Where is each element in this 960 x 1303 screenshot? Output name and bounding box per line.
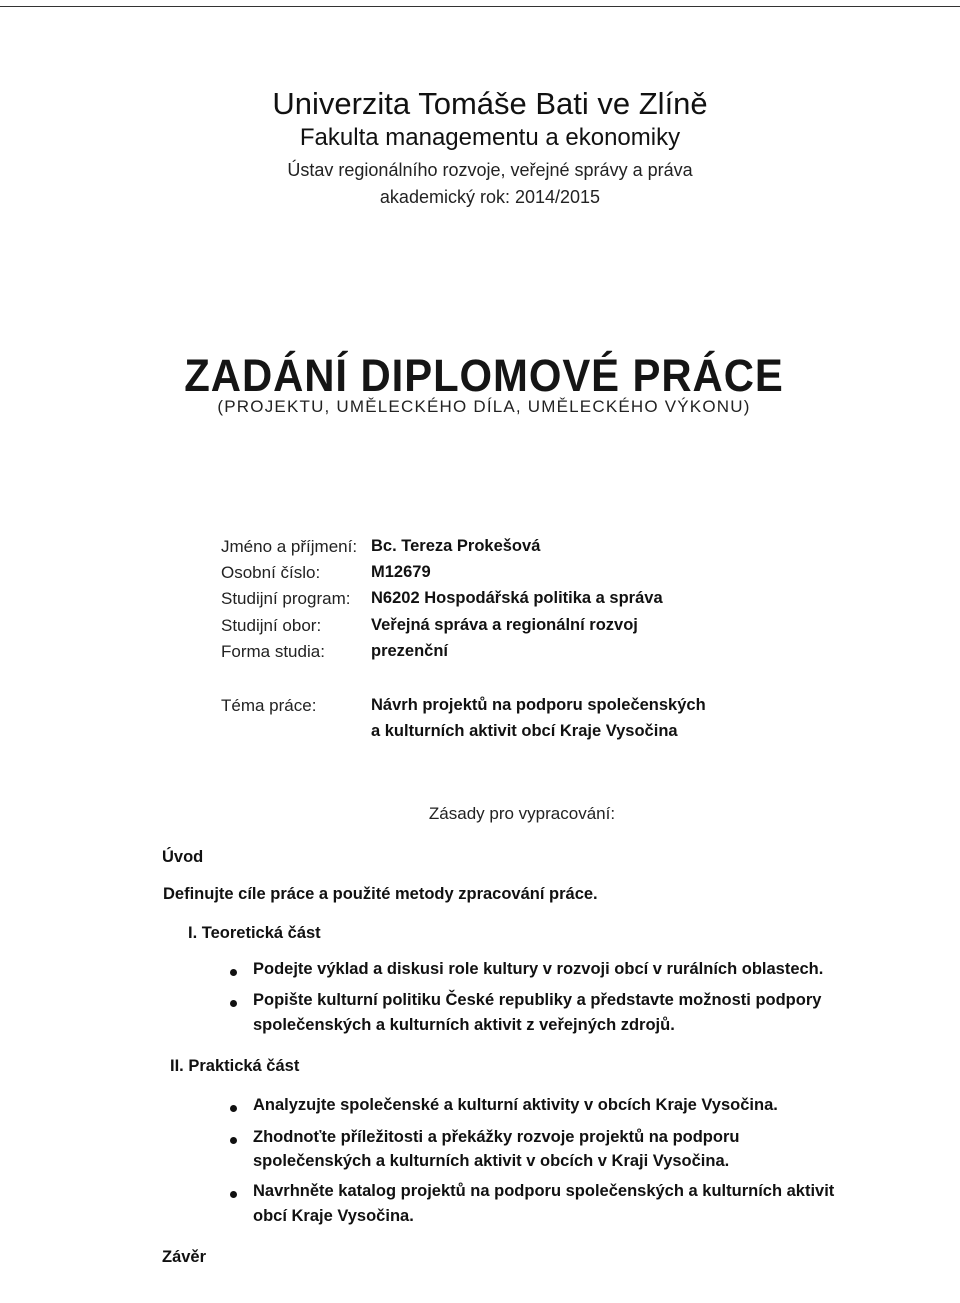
topic-line-1: Návrh projektů na podporu společenských xyxy=(371,696,706,714)
bullet-icon xyxy=(230,1137,237,1144)
topic-label: Téma práce: xyxy=(221,696,317,715)
intro-text: Definujte cíle práce a použité metody zpracování práce. xyxy=(163,885,598,903)
institute-name: Ústav regionálního rozvoje, veřejné správy a práva xyxy=(287,160,693,180)
list-item: Podejte výklad a diskusi role kultury v rozvoji obcí v rurálních oblastech. xyxy=(253,960,824,978)
field-label-personal-number: Osobní číslo: xyxy=(221,563,321,582)
document-subtitle: (PROJEKTU, UMĚLECKÉHO DÍLA, UMĚLECKÉHO VÝKONU) xyxy=(217,397,751,416)
section-1-heading: I. Teoretická část xyxy=(188,924,321,942)
list-item: Popište kulturní politiku České republiky a představte možnosti podpory xyxy=(253,991,822,1009)
list-item-continuation: společenských a kulturních aktivit z veřejných zdrojů. xyxy=(253,1016,675,1034)
section-2-heading: II. Praktická část xyxy=(170,1057,300,1075)
list-item-continuation: obcí Kraje Vysočina. xyxy=(253,1207,414,1225)
field-label-study-form: Forma studia: xyxy=(221,642,325,661)
field-value-study-program: N6202 Hospodářská politika a správa xyxy=(371,589,663,607)
field-value-study-form: prezenční xyxy=(371,642,449,660)
bullet-icon xyxy=(230,1105,237,1112)
field-value-study-field: Veřejná správa a regionální rozvoj xyxy=(371,616,638,634)
intro-heading: Úvod xyxy=(162,848,204,866)
faculty-name: Fakulta managementu a ekonomiky xyxy=(299,124,681,151)
list-item: Zhodnoťte příležitosti a překážky rozvoje projektů na podporu xyxy=(253,1128,740,1146)
principles-heading: Zásady pro vypracování: xyxy=(428,804,616,823)
field-label-name: Jméno a příjmení: xyxy=(221,537,358,556)
field-value-name: Bc. Tereza Prokešová xyxy=(371,537,541,555)
top-rule xyxy=(0,6,960,7)
university-name: Univerzita Tomáše Bati ve Zlíně xyxy=(272,86,708,121)
field-label-study-program: Studijní program: xyxy=(221,589,351,608)
conclusion-heading: Závěr xyxy=(162,1248,207,1266)
academic-year: akademický rok: 2014/2015 xyxy=(379,187,601,207)
list-item: Analyzujte společenské a kulturní aktivity v obcích Kraje Vysočina. xyxy=(253,1096,778,1114)
bullet-icon xyxy=(230,969,237,976)
bullet-icon xyxy=(230,1000,237,1007)
topic-line-2: a kulturních aktivit obcí Kraje Vysočina xyxy=(371,722,678,740)
bullet-icon xyxy=(230,1191,237,1198)
document-title: ZADÁNÍ DIPLOMOVÉ PRÁCE xyxy=(184,350,784,401)
list-item: Navrhněte katalog projektů na podporu společenských a kulturních aktivit xyxy=(253,1182,835,1200)
field-label-study-field: Studijní obor: xyxy=(221,616,322,635)
field-value-personal-number: M12679 xyxy=(371,563,431,581)
list-item-continuation: společenských a kulturních aktivit v obcích v Kraji Vysočina. xyxy=(253,1152,730,1170)
